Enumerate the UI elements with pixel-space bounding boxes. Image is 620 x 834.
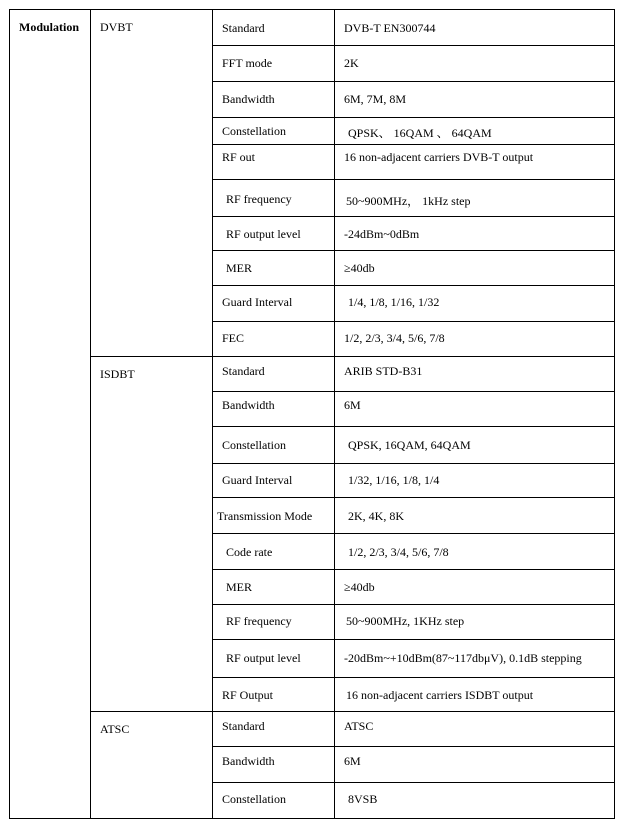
param-label: Standard — [222, 719, 265, 733]
param-cell — [213, 10, 335, 46]
param-label: FFT mode — [222, 56, 273, 70]
param-value: ≥40db — [344, 580, 375, 594]
system-name: ISDBT — [91, 357, 213, 712]
value-cell — [335, 251, 615, 286]
value-cell — [335, 712, 615, 747]
param-value: DVB-T EN300744 — [344, 21, 436, 35]
param-value: -24dBm~0dBm — [344, 227, 420, 241]
param-label: Standard — [222, 21, 265, 35]
param-value: 8VSB — [348, 792, 378, 806]
param-value: ARIB STD-B31 — [344, 364, 423, 378]
table-row — [10, 712, 615, 747]
param-value: 6M — [344, 754, 361, 768]
param-cell — [213, 322, 335, 357]
param-cell — [213, 640, 335, 678]
param-cell — [213, 498, 335, 534]
param-label: Bandwidth — [222, 398, 275, 412]
param-cell — [213, 145, 335, 180]
value-cell — [335, 392, 615, 427]
param-label: MER — [226, 261, 253, 275]
param-label: Guard Interval — [222, 295, 293, 309]
param-cell — [213, 534, 335, 570]
table-row — [10, 357, 615, 392]
param-cell — [213, 46, 335, 82]
param-cell — [213, 357, 335, 392]
system-name: ATSC — [91, 712, 213, 819]
value-cell — [335, 145, 615, 180]
param-cell — [213, 251, 335, 286]
param-label: Transmission Mode — [217, 509, 313, 523]
modulation-spec-table — [9, 9, 615, 819]
param-label: RF output level — [226, 651, 301, 665]
param-cell — [213, 464, 335, 498]
param-label: MER — [226, 580, 253, 594]
value-cell — [335, 217, 615, 251]
param-label: Constellation — [222, 438, 286, 452]
value-cell — [335, 498, 615, 534]
param-value: 16 non-adjacent carriers ISDBT output — [346, 688, 534, 702]
param-label: Standard — [222, 364, 265, 378]
param-value: QPSK, 16QAM, 64QAM — [348, 438, 471, 452]
value-cell — [335, 570, 615, 605]
value-cell — [335, 605, 615, 640]
param-cell — [213, 712, 335, 747]
param-value: 1/2, 2/3, 3/4, 5/6, 7/8 — [348, 545, 449, 559]
param-label: RF output level — [226, 227, 301, 241]
param-value: 6M — [344, 398, 361, 412]
param-value: 16 non-adjacent carriers DVB-T output — [344, 150, 534, 164]
param-cell — [213, 217, 335, 251]
param-value: -20dBm~+10dBm(87~117dbμV), 0.1dB stepping — [344, 651, 582, 665]
param-label: Code rate — [226, 545, 273, 559]
param-label: RF frequency — [226, 192, 292, 206]
param-label: RF out — [222, 150, 256, 164]
param-cell — [213, 82, 335, 118]
param-cell — [213, 392, 335, 427]
value-cell — [335, 286, 615, 322]
value-cell — [335, 357, 615, 392]
param-value: 2K — [344, 56, 359, 70]
table-row — [10, 10, 615, 46]
param-label: Bandwidth — [222, 92, 275, 106]
value-cell — [335, 747, 615, 783]
param-cell — [213, 427, 335, 464]
param-cell — [213, 118, 335, 145]
param-label: FEC — [222, 331, 245, 345]
param-cell — [213, 605, 335, 640]
param-label: Bandwidth — [222, 754, 275, 768]
value-cell — [335, 118, 615, 145]
param-value: 2K, 4K, 8K — [348, 509, 404, 523]
value-cell — [335, 46, 615, 82]
param-label: Constellation — [222, 792, 286, 806]
value-cell — [335, 678, 615, 712]
param-cell — [213, 747, 335, 783]
param-label: RF Output — [222, 688, 274, 702]
value-cell — [335, 322, 615, 357]
value-cell — [335, 82, 615, 118]
param-label: RF frequency — [226, 614, 292, 628]
param-value: QPSK、 16QAM 、 64QAM — [348, 126, 492, 140]
value-cell — [335, 783, 615, 819]
param-cell — [213, 783, 335, 819]
value-cell — [335, 534, 615, 570]
param-value: ATSC — [344, 719, 374, 733]
param-value: ≥40db — [344, 261, 375, 275]
param-label: Guard Interval — [222, 473, 293, 487]
param-value: 6M, 7M, 8M — [344, 92, 407, 106]
system-name: DVBT — [91, 10, 213, 357]
param-value: 1/4, 1/8, 1/16, 1/32 — [348, 295, 440, 309]
param-value: 50~900MHz， 1kHz step — [346, 194, 471, 208]
param-cell — [213, 286, 335, 322]
param-value: 1/2, 2/3, 3/4, 5/6, 7/8 — [344, 331, 445, 345]
param-value: 1/32, 1/16, 1/8, 1/4 — [348, 473, 440, 487]
param-cell — [213, 570, 335, 605]
value-cell — [335, 427, 615, 464]
spec-table-body — [10, 10, 615, 819]
value-cell — [335, 464, 615, 498]
param-value: 50~900MHz, 1KHz step — [346, 614, 465, 628]
value-cell — [335, 180, 615, 217]
value-cell — [335, 640, 615, 678]
value-cell — [335, 10, 615, 46]
param-label: Constellation — [222, 124, 286, 138]
modulation-label: Modulation — [10, 10, 91, 819]
param-cell — [213, 180, 335, 217]
param-cell — [213, 678, 335, 712]
